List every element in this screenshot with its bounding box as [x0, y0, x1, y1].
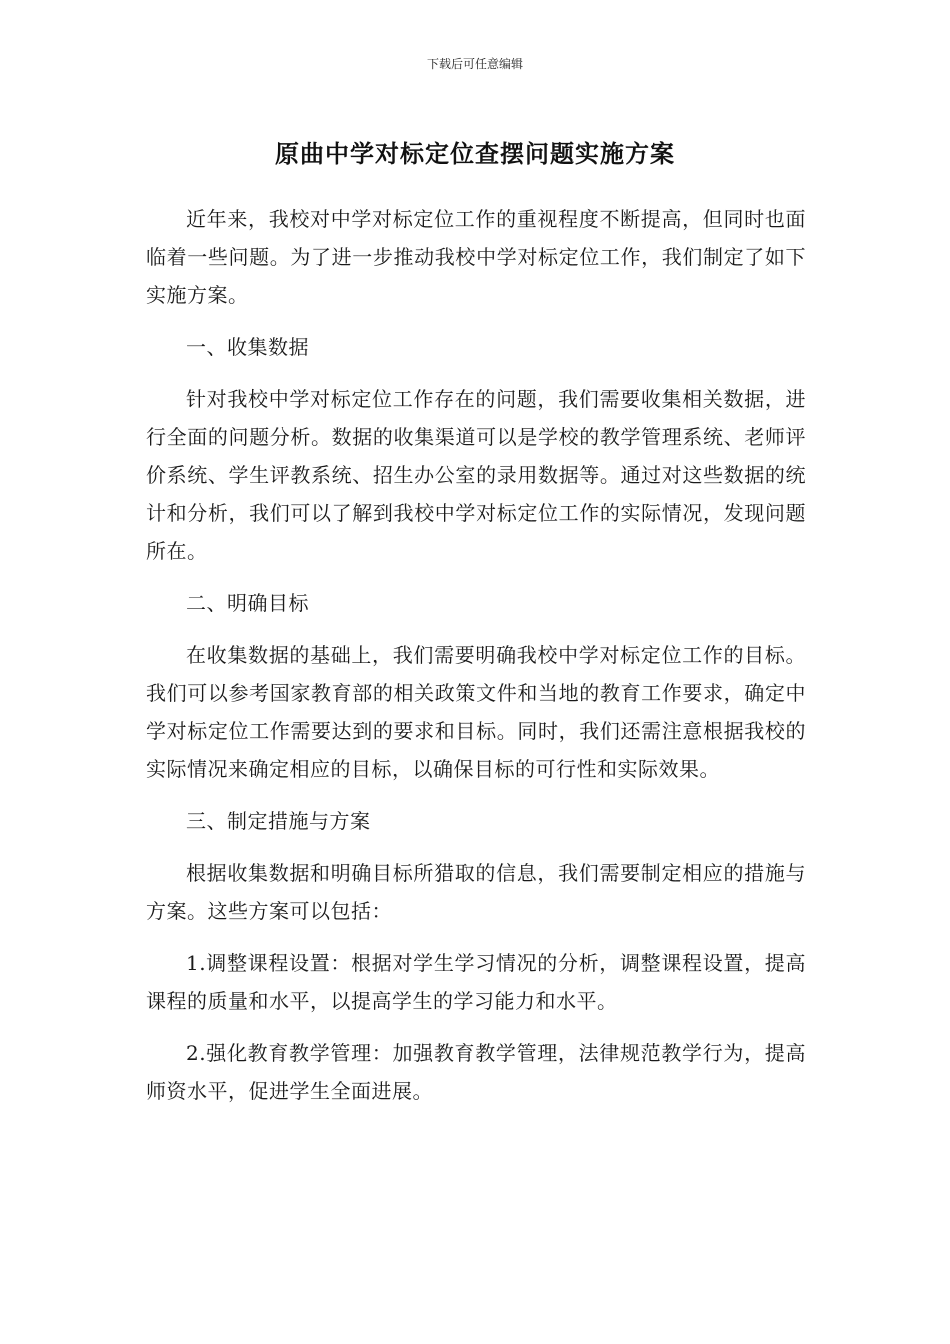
document-title: 原曲中学对标定位查摆问题实施方案 [275, 140, 675, 168]
section-heading-define-goals: 二、明确目标 [186, 591, 309, 615]
measures-paragraph: 根据收集数据和明确目标所猎取的信息，我们需要制定相应的措施与方案。这些方案可以包括： [146, 861, 806, 923]
collect-data-paragraph: 针对我校中学对标定位工作存在的问题，我们需要收集相关数据，进行全面的问题分析。数据的收集渠道可以是学校的教学管理系统、老师评价系统、学生评教系统、招生办公室的录用数据等。通过对这些数据的统计和分析，我们可以了解到我校中学对标定位工作的实际情况，发现问题所在。 [146, 387, 806, 563]
measure-item-1: 1.调整课程设置：根据对学生学习情况的分析，调整课程设置，提高课程的质量和水平，以提高学生的学习能力和水平。 [146, 951, 806, 1013]
define-goals-paragraph: 在收集数据的基础上，我们需要明确我校中学对标定位工作的目标。我们可以参考国家教育部的相关政策文件和当地的教育工作要求，确定中学对标定位工作需要达到的要求和目标。同时，我们还需注意根据我校的实际情况来确定相应的目标，以确保目标的可行性和实际效果。 [146, 643, 806, 781]
header-note: 下载后可任意编辑 [426, 57, 523, 71]
section-heading-measures: 三、制定措施与方案 [186, 809, 371, 833]
measure-item-2: 2.强化教育教学管理：加强教育教学管理，法律规范教学行为，提高师资水平，促进学生全面进展。 [146, 1041, 806, 1103]
section-heading-collect-data: 一、收集数据 [186, 335, 309, 359]
intro-paragraph: 近年来，我校对中学对标定位工作的重视程度不断提高，但同时也面临着一些问题。为了进一步推动我校中学对标定位工作，我们制定了如下实施方案。 [146, 207, 806, 307]
document-body [146, 200, 806, 1124]
